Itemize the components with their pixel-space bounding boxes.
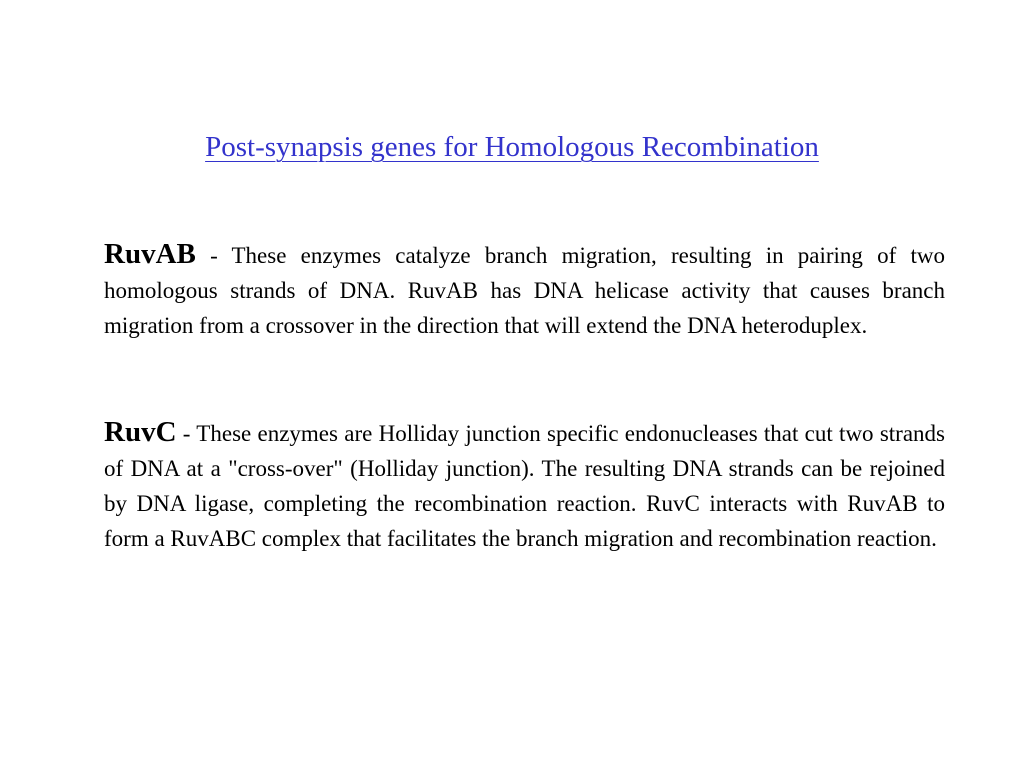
ruvab-description: - These enzymes catalyze branch migration, resulting in pairing of two homologous strands of DNA. RuvAB has DNA helicase activity that causes branch migration from a crossover in the direction that will extend the DNA heteroduplex.	[104, 243, 945, 338]
ruvc-description: - These enzymes are Holliday junction specific endonucleases that cut two strands of DNA at a "cross-over" (Holliday junction). The resulting DNA strands can be rejoined by DNA ligase, completing the recombination reaction. RuvC interacts with RuvAB to form a RuvABC complex that facilitates the branch migration and recombination reaction.	[104, 421, 945, 551]
ruvab-paragraph	[104, 237, 945, 343]
ruvc-paragraph	[104, 415, 945, 556]
title-link[interactable]: Post-synapsis genes for Homologous Recombination	[205, 131, 819, 163]
ruvab-term: RuvAB	[104, 238, 196, 270]
ruvc-term: RuvC	[104, 416, 177, 448]
slide-title	[0, 127, 1024, 167]
